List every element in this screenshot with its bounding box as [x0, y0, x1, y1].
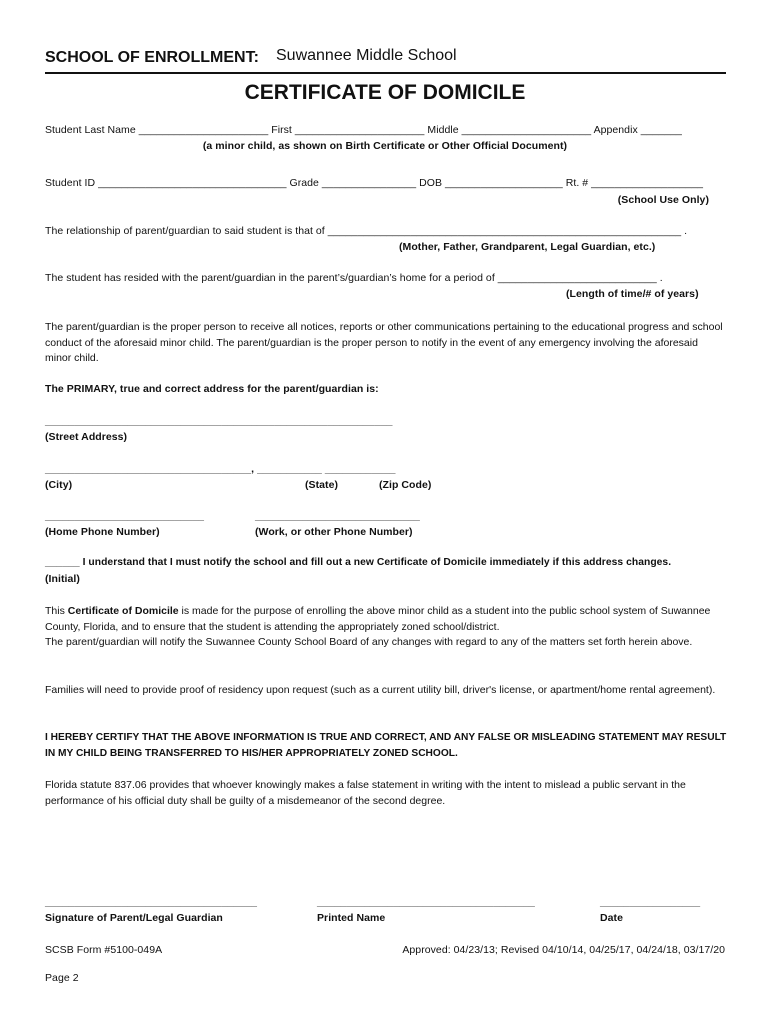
page-title: CERTIFICATE OF DOMICILE	[244, 81, 526, 104]
relationship-line[interactable]: The relationship of parent/guardian to said student is that of ____________________________________________________________ .	[45, 225, 688, 237]
residence-period-note: (Length of time/# of years)	[566, 288, 699, 300]
florida-statute-paragraph: Florida statute 837.06 provides that whoever knowingly makes a false statement in writing with the intent to mislead a public servant in the performance of his official duty shall be guilty of a misdemeanor of the second degree.	[45, 779, 686, 807]
work-phone-field[interactable]: ____________________________	[255, 510, 420, 522]
address-change-initial-line[interactable]: ______ I understand that I must notify the school and fill out a new Certificate of Domicile immediately if this address changes.	[45, 557, 672, 568]
form-number: SCSB Form #5100-049A	[45, 944, 163, 956]
student-name-line[interactable]: Student Last Name ______________________ First ______________________ Middle ______________________ Appendix _______	[45, 124, 682, 136]
page-number: Page 2	[45, 972, 79, 984]
zip-code-label: (Zip Code)	[379, 479, 432, 491]
purpose-paragraph	[45, 604, 727, 651]
signature-label: Signature of Parent/Legal Guardian	[45, 912, 223, 924]
street-address-label: (Street Address)	[45, 431, 128, 443]
printed-name-label: Printed Name	[317, 912, 386, 924]
certificate-of-domicile-emphasis: Certificate of Domicile	[67, 605, 179, 617]
city-state-zip-field[interactable]: ___________________________________, ___________ ____________	[45, 463, 396, 475]
street-address-field[interactable]: ___________________________________________________________	[45, 415, 393, 427]
approval-dates: Approved: 04/23/13; Revised 04/10/14, 04/25/17, 04/24/18, 03/17/20	[402, 944, 725, 956]
relationship-note: (Mother, Father, Grandparent, Legal Guardian, etc.)	[399, 241, 656, 253]
work-phone-label: (Work, or other Phone Number)	[255, 526, 413, 538]
printed-name-field[interactable]: _____________________________________	[317, 896, 535, 908]
city-label: (City)	[45, 479, 73, 491]
residence-period-line[interactable]: The student has resided with the parent/guardian in the parent’s/guardian’s home for a period of ___________________________ .	[45, 272, 663, 284]
student-id-line[interactable]: Student ID ________________________________ Grade ________________ DOB ____________________ Rt. # ___________________	[45, 177, 704, 189]
date-field[interactable]: _________________	[600, 896, 701, 908]
date-label: Date	[600, 912, 623, 924]
proof-of-residency-paragraph: Families will need to provide proof of residency upon request (such as a current utility bill, driver's license, or apartment/home rental agreement).	[45, 684, 716, 696]
header-divider	[45, 72, 726, 74]
home-phone-field[interactable]: ___________________________	[45, 510, 205, 522]
enrollment-school-label: SCHOOL OF ENROLLMENT:	[45, 49, 259, 66]
purpose-text-start: This	[45, 605, 68, 617]
home-phone-label: (Home Phone Number)	[45, 526, 160, 538]
certification-statement: I HEREBY CERTIFY THAT THE ABOVE INFORMATION IS TRUE AND CORRECT, AND ANY FALSE OR MISLEADING STATEMENT MAY RESULT IN MY CHILD BEING TRANSFERRED TO HIS/HER APPROPRIATELY ZONED SCHOOL.	[45, 732, 727, 759]
signature-field[interactable]: ____________________________________	[45, 896, 258, 908]
notify-board-text: The parent/guardian will notify the Suwannee County School Board of any changes with regard to any of the matters set forth herein above.	[45, 636, 693, 649]
initial-label: (Initial)	[45, 573, 80, 585]
state-label: (State)	[305, 479, 339, 491]
purpose-text-end: is made for the purpose of enrolling the above minor child as a student into the public school system of Suwannee County, Florida, and to ensure that the student is attending the appropriately zoned school/district.	[45, 605, 711, 633]
enrollment-school-name: Suwannee Middle School	[276, 47, 457, 64]
school-use-only-note: (School Use Only)	[617, 194, 709, 206]
notices-paragraph: The parent/guardian is the proper person to receive all notices, reports or other communications pertaining to the educational progress and school conduct of the aforesaid minor child. The parent/guardian is the proper person to notify in the event of any emergency involving the aforesaid minor child.	[45, 321, 723, 365]
primary-address-heading: The PRIMARY, true and correct address for the parent/guardian is:	[45, 383, 379, 395]
student-name-note: (a minor child, as shown on Birth Certificate or Other Official Document)	[202, 140, 568, 152]
